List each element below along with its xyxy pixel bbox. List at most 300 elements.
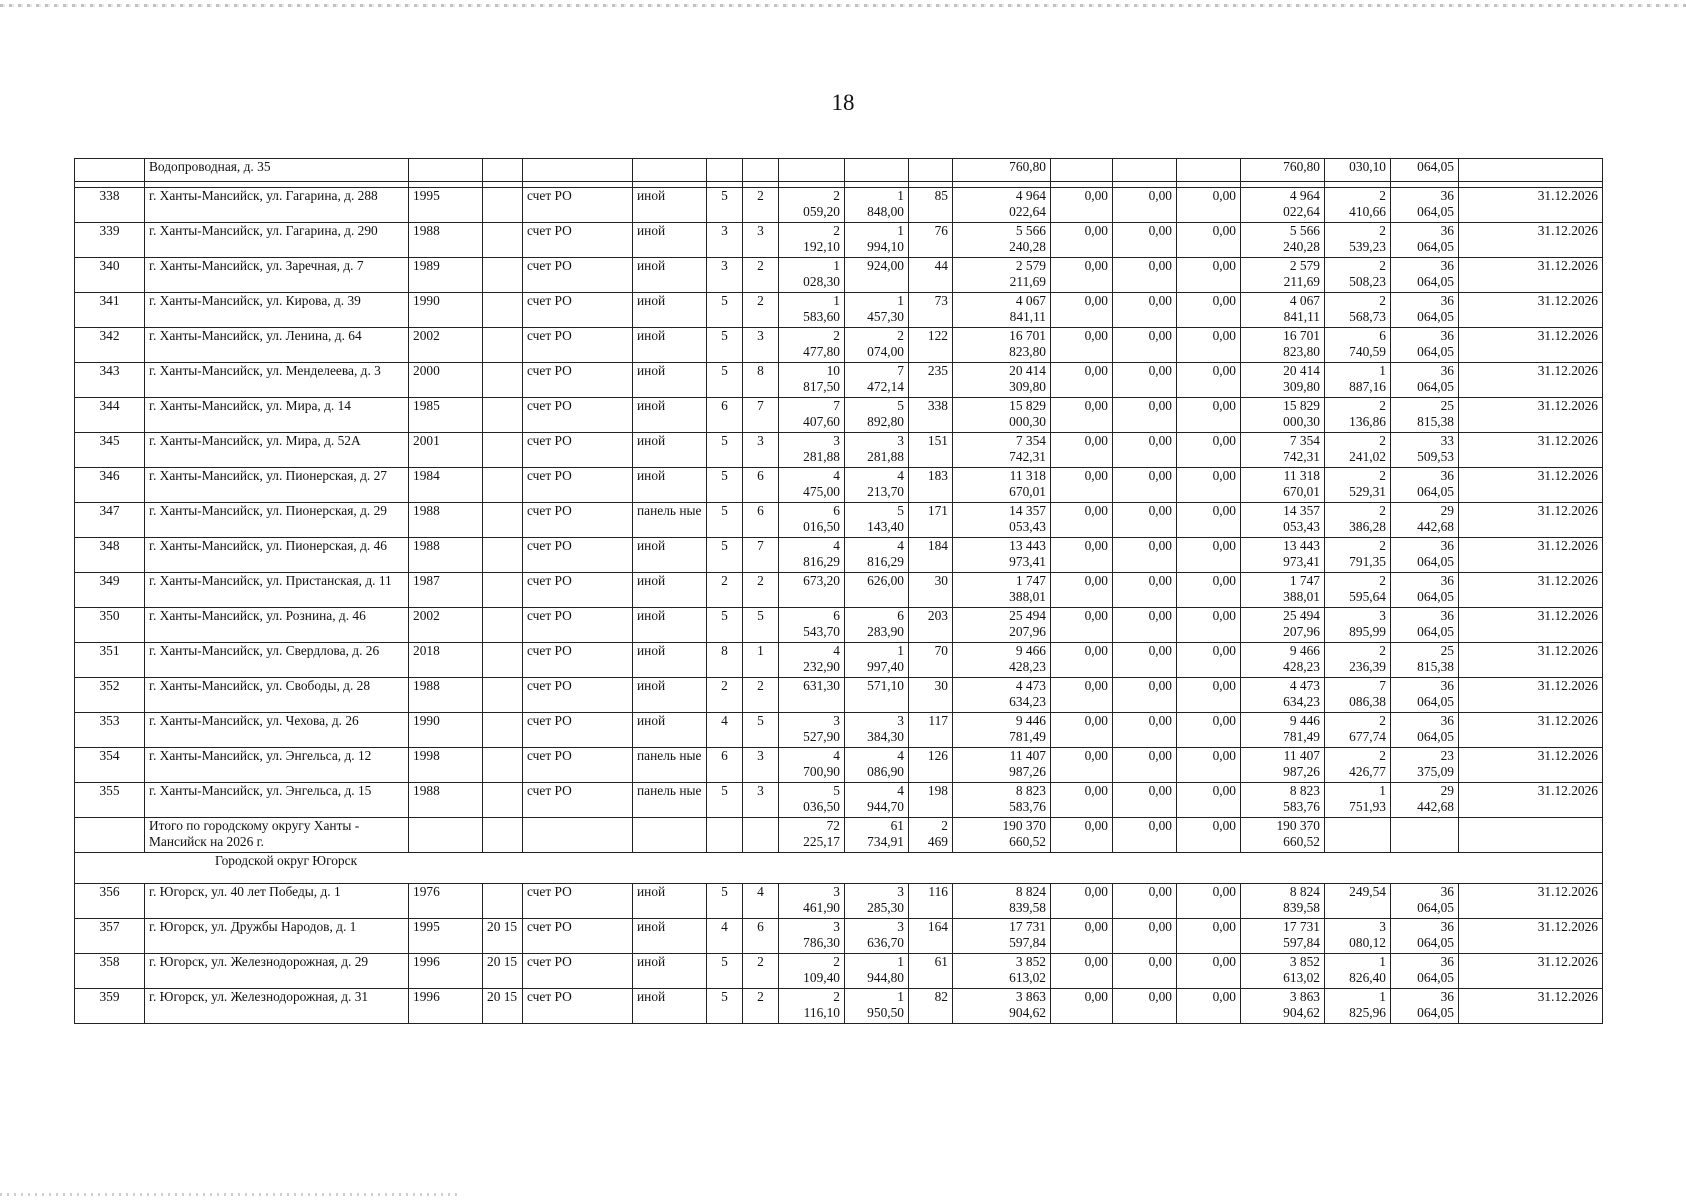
row-area-living [845, 328, 909, 363]
row-fund-2: 0,00 [1113, 573, 1177, 608]
row-total-line: 211,69 [1283, 274, 1320, 289]
row-date: 31.12.2026 [1459, 678, 1603, 713]
row-total [1241, 608, 1325, 643]
table-row [75, 713, 1603, 748]
row-address: г. Югорск, ул. Железнодорожная, д. 29 [145, 954, 409, 989]
row-limit-cost [1391, 884, 1459, 919]
row-area-living-line: 472,14 [867, 379, 904, 394]
table-row [75, 433, 1603, 468]
row-limit-cost [1391, 713, 1459, 748]
row-unit-cost-line: 7 [1379, 678, 1386, 693]
row-total-line: 781,49 [1283, 729, 1320, 744]
row-fund-2: 0,00 [1113, 678, 1177, 713]
row-fund-3: 0,00 [1177, 363, 1241, 398]
row-year: 1988 [409, 223, 483, 258]
row-total-line: 14 357 [1283, 503, 1320, 518]
row-fund-3: 0,00 [1177, 884, 1241, 919]
row-limit-cost-line: 36 [1440, 223, 1454, 238]
total-fund-3: 0,00 [1177, 818, 1241, 853]
row-limit-cost [1391, 954, 1459, 989]
row-fund-3: 0,00 [1177, 748, 1241, 783]
row-area-living-line: 5 [897, 503, 904, 518]
row-area-living-line: 1 [897, 188, 904, 203]
row-fund-2: 0,00 [1113, 884, 1177, 919]
total-sum-line: 190 370 [1276, 818, 1320, 833]
table-row [75, 608, 1603, 643]
row-year: 2001 [409, 433, 483, 468]
row-entrances: 4 [743, 884, 779, 919]
row-fund-2: 0,00 [1113, 538, 1177, 573]
row-cost [953, 643, 1051, 678]
row-method: счет РО [523, 328, 633, 363]
row-entrances: 5 [743, 608, 779, 643]
row-area-total-line: 477,80 [803, 344, 840, 359]
row-year: 1988 [409, 783, 483, 818]
row-year-2 [483, 258, 523, 293]
row-year-2 [483, 783, 523, 818]
table-body [75, 159, 1603, 1024]
row-year-2 [483, 223, 523, 258]
row-total-line: 16 701 [1283, 328, 1320, 343]
row-total-line: 022,64 [1283, 204, 1320, 219]
row-year-2 [483, 643, 523, 678]
row-walls: иной [633, 188, 707, 223]
row-total-line: 904,62 [1283, 1005, 1320, 1020]
row-unit-cost [1325, 919, 1391, 954]
row-area-total [779, 188, 845, 223]
row-cost-line: 8 824 [1015, 884, 1046, 899]
row-area-living-line: 3 [897, 884, 904, 899]
row-limit-cost-line: 064,05 [1417, 554, 1454, 569]
row-year-2 [483, 748, 523, 783]
row-unit-cost [1325, 293, 1391, 328]
row-cost-line: 613,02 [1009, 970, 1046, 985]
row-area-living-line: 1 [897, 954, 904, 969]
row-fund-3: 0,00 [1177, 188, 1241, 223]
row-entrances: 1 [743, 643, 779, 678]
row-limit-cost-line: 064,05 [1417, 239, 1454, 254]
row-date: 31.12.2026 [1459, 503, 1603, 538]
row-fund-3: 0,00 [1177, 783, 1241, 818]
row-method: счет РО [523, 884, 633, 919]
row-fund-3: 0,00 [1177, 608, 1241, 643]
row-fund-3: 0,00 [1177, 328, 1241, 363]
row-fund-3: 0,00 [1177, 989, 1241, 1024]
row-entrances: 3 [743, 748, 779, 783]
row-cost [953, 223, 1051, 258]
row-year: 2018 [409, 643, 483, 678]
row-cost-line: 25 494 [1009, 608, 1046, 623]
row-entrances: 7 [743, 538, 779, 573]
row-date: 31.12.2026 [1459, 919, 1603, 954]
row-year: 1976 [409, 884, 483, 919]
total-area-total-line: 225,17 [803, 834, 840, 849]
row-area-total-line: 786,30 [803, 935, 840, 950]
total-residents-line: 469 [927, 834, 948, 849]
row-area-total-line: 2 [833, 328, 840, 343]
row-residents: 338 [909, 398, 953, 433]
row-area-living [845, 433, 909, 468]
row-area-living-line: 3 [897, 433, 904, 448]
row-area-total-line: 1 [833, 293, 840, 308]
row-residents: 76 [909, 223, 953, 258]
row-unit-cost-line: 568,73 [1349, 309, 1386, 324]
row-limit-cost-line: 064,05 [1417, 1005, 1454, 1020]
row-area-total-line: 2 [833, 954, 840, 969]
row-cost [953, 884, 1051, 919]
row-area-living [845, 538, 909, 573]
row-unit-cost-line: 791,35 [1349, 554, 1386, 569]
table-row [75, 503, 1603, 538]
row-fund-3: 0,00 [1177, 468, 1241, 503]
row-limit-cost-line: 064,05 [1417, 624, 1454, 639]
row-unit-cost [1325, 258, 1391, 293]
table-row [75, 538, 1603, 573]
row-unit-cost-line: 887,16 [1349, 379, 1386, 394]
row-unit-cost-line: 1 [1379, 783, 1386, 798]
row-fund-2: 0,00 [1113, 713, 1177, 748]
row-fund-3: 0,00 [1177, 919, 1241, 954]
row-area-total [779, 989, 845, 1024]
row-address: г. Ханты-Мансийск, ул. Энгельса, д. 12 [145, 748, 409, 783]
row-limit-cost-line: 064,05 [1417, 970, 1454, 985]
total-label: Итого по городскому округу Ханты - Мансийск на 2026 г. [145, 818, 409, 853]
total-area-living-line: 61 [890, 818, 904, 833]
row-limit-cost-line: 36 [1440, 884, 1454, 899]
row-cost-line: 973,41 [1009, 554, 1046, 569]
row-total [1241, 884, 1325, 919]
row-area-total [779, 538, 845, 573]
row-limit-cost-line: 36 [1440, 608, 1454, 623]
row-fund-2: 0,00 [1113, 503, 1177, 538]
row-total [1241, 678, 1325, 713]
row-fund-2: 0,00 [1113, 258, 1177, 293]
row-area-living [845, 223, 909, 258]
row-fund-3: 0,00 [1177, 258, 1241, 293]
row-total-line: 20 414 [1283, 363, 1320, 378]
row-floors: 3 [707, 258, 743, 293]
row-limit-cost-line: 36 [1440, 573, 1454, 588]
row-area-living-line: 1 [897, 293, 904, 308]
row-area-total-line: 461,90 [803, 900, 840, 915]
row-total-line: 240,28 [1283, 239, 1320, 254]
table-row [75, 468, 1603, 503]
row-area-total [779, 954, 845, 989]
row-unit-cost-line: 2 [1379, 258, 1386, 273]
row-unit-cost-line: 677,74 [1349, 729, 1386, 744]
row-floors: 8 [707, 643, 743, 678]
row-area-living [845, 363, 909, 398]
row-area-living-line: 1 [897, 989, 904, 1004]
row-unit-cost-line: 2 [1379, 293, 1386, 308]
scan-noise-top [0, 4, 1686, 7]
row-area-living-line: 143,40 [867, 519, 904, 534]
row-limit-cost [1391, 989, 1459, 1024]
row-number: 338 [75, 188, 145, 223]
row-floors: 5 [707, 468, 743, 503]
row-number: 356 [75, 884, 145, 919]
row-floors: 5 [707, 608, 743, 643]
row-fund-1: 0,00 [1051, 258, 1113, 293]
row-area-living-line: 283,90 [867, 624, 904, 639]
row-floors: 2 [707, 573, 743, 608]
row-year-2 [483, 468, 523, 503]
row-number: 348 [75, 538, 145, 573]
row-residents: 184 [909, 538, 953, 573]
row-residents: 116 [909, 884, 953, 919]
carry-address: Водопроводная, д. 35 [145, 159, 409, 182]
row-cost-line: 309,80 [1009, 379, 1046, 394]
row-cost [953, 328, 1051, 363]
row-fund-2: 0,00 [1113, 398, 1177, 433]
row-unit-cost-line: 2 [1379, 433, 1386, 448]
row-unit-cost [1325, 433, 1391, 468]
row-year: 1988 [409, 538, 483, 573]
row-fund-2: 0,00 [1113, 223, 1177, 258]
row-fund-2: 0,00 [1113, 293, 1177, 328]
row-walls: иной [633, 293, 707, 328]
row-unit-cost-line: 410,66 [1349, 204, 1386, 219]
row-residents: 122 [909, 328, 953, 363]
row-fund-1: 0,00 [1051, 188, 1113, 223]
table-row [75, 398, 1603, 433]
row-number: 343 [75, 363, 145, 398]
row-fund-1: 0,00 [1051, 678, 1113, 713]
row-total-line: 9 446 [1289, 713, 1320, 728]
row-limit-cost [1391, 328, 1459, 363]
row-year: 2002 [409, 328, 483, 363]
row-date: 31.12.2026 [1459, 188, 1603, 223]
row-unit-cost-line: 825,96 [1349, 1005, 1386, 1020]
row-area-living-line: 626,00 [867, 573, 904, 588]
row-area-living [845, 608, 909, 643]
row-total [1241, 573, 1325, 608]
row-area-living-line: 5 [897, 398, 904, 413]
row-year-2 [483, 573, 523, 608]
table-row [75, 989, 1603, 1024]
row-unit-cost [1325, 608, 1391, 643]
row-area-total [779, 503, 845, 538]
row-address: г. Ханты-Мансийск, ул. Рознина, д. 46 [145, 608, 409, 643]
row-cost-line: 583,76 [1009, 799, 1046, 814]
row-area-living-line: 3 [897, 919, 904, 934]
row-cost-line: 7 354 [1015, 433, 1046, 448]
row-total-line: 3 863 [1289, 989, 1320, 1004]
row-date: 31.12.2026 [1459, 363, 1603, 398]
row-unit-cost [1325, 989, 1391, 1024]
row-limit-cost [1391, 503, 1459, 538]
row-area-total-line: 407,60 [803, 414, 840, 429]
row-area-total-line: 036,50 [803, 799, 840, 814]
row-residents: 61 [909, 954, 953, 989]
row-limit-cost-line: 064,05 [1417, 484, 1454, 499]
row-year-2 [483, 608, 523, 643]
row-entrances: 2 [743, 989, 779, 1024]
buildings-table [74, 158, 1603, 1024]
row-method: счет РО [523, 258, 633, 293]
row-area-total [779, 748, 845, 783]
carry-col17: 064,05 [1391, 159, 1459, 182]
row-address: г. Ханты-Мансийск, ул. Менделеева, д. 3 [145, 363, 409, 398]
row-floors: 2 [707, 678, 743, 713]
carry-col16: 030,10 [1325, 159, 1391, 182]
row-date: 31.12.2026 [1459, 258, 1603, 293]
row-total-line: 634,23 [1283, 694, 1320, 709]
row-total-line: 053,43 [1283, 519, 1320, 534]
row-fund-1: 0,00 [1051, 919, 1113, 954]
row-limit-cost-line: 064,05 [1417, 589, 1454, 604]
row-unit-cost [1325, 503, 1391, 538]
row-year-2: 20 15 [483, 954, 523, 989]
row-floors: 5 [707, 293, 743, 328]
row-floors: 5 [707, 954, 743, 989]
row-method: счет РО [523, 573, 633, 608]
row-walls: иной [633, 538, 707, 573]
row-cost-line: 987,26 [1009, 764, 1046, 779]
row-total [1241, 398, 1325, 433]
row-cost-line: 597,84 [1009, 935, 1046, 950]
row-residents: 44 [909, 258, 953, 293]
row-cost-line: 16 701 [1009, 328, 1046, 343]
row-unit-cost [1325, 748, 1391, 783]
row-floors: 5 [707, 188, 743, 223]
row-year-2 [483, 713, 523, 748]
table-row [75, 223, 1603, 258]
row-cost-line: 14 357 [1009, 503, 1046, 518]
row-method: счет РО [523, 678, 633, 713]
row-area-living-line: 285,30 [867, 900, 904, 915]
row-fund-1: 0,00 [1051, 538, 1113, 573]
row-limit-cost [1391, 223, 1459, 258]
row-area-total-line: 109,40 [803, 970, 840, 985]
row-number: 349 [75, 573, 145, 608]
row-year-2 [483, 363, 523, 398]
row-residents: 151 [909, 433, 953, 468]
row-method: счет РО [523, 398, 633, 433]
row-total [1241, 328, 1325, 363]
row-total [1241, 188, 1325, 223]
row-year: 1995 [409, 188, 483, 223]
row-total-line: 7 354 [1289, 433, 1320, 448]
row-cost-line: 4 964 [1015, 188, 1046, 203]
row-area-total-line: 3 [833, 433, 840, 448]
row-total [1241, 783, 1325, 818]
row-area-living-line: 4 [897, 538, 904, 553]
row-date: 31.12.2026 [1459, 989, 1603, 1024]
row-method: счет РО [523, 188, 633, 223]
total-empty [743, 818, 779, 853]
row-cost [953, 468, 1051, 503]
row-limit-cost [1391, 188, 1459, 223]
row-walls: иной [633, 989, 707, 1024]
row-unit-cost [1325, 468, 1391, 503]
row-fund-2: 0,00 [1113, 783, 1177, 818]
row-address: г. Ханты-Мансийск, ул. Свердлова, д. 26 [145, 643, 409, 678]
row-total [1241, 748, 1325, 783]
row-area-living [845, 258, 909, 293]
row-area-living-line: 4 [897, 783, 904, 798]
row-residents: 164 [909, 919, 953, 954]
row-floors: 5 [707, 783, 743, 818]
row-cost [953, 363, 1051, 398]
table-row [75, 884, 1603, 919]
row-cost-line: 11 407 [1009, 748, 1046, 763]
row-limit-cost-line: 064,05 [1417, 729, 1454, 744]
total-empty [707, 818, 743, 853]
row-area-total [779, 608, 845, 643]
row-area-total-line: 543,70 [803, 624, 840, 639]
row-area-living [845, 678, 909, 713]
row-number: 341 [75, 293, 145, 328]
row-address: г. Ханты-Мансийск, ул. Чехова, д. 26 [145, 713, 409, 748]
row-unit-cost-line: 1 [1379, 954, 1386, 969]
row-method: счет РО [523, 503, 633, 538]
row-area-total-line: 6 [833, 608, 840, 623]
row-area-living-line: 074,00 [867, 344, 904, 359]
row-year: 1989 [409, 258, 483, 293]
row-area-total-line: 6 [833, 503, 840, 518]
row-area-total-line: 817,50 [803, 379, 840, 394]
row-limit-cost-line: 36 [1440, 363, 1454, 378]
row-area-total-line: 116,10 [803, 1005, 840, 1020]
row-limit-cost-line: 25 [1440, 643, 1454, 658]
row-cost-line: 670,01 [1009, 484, 1046, 499]
table-row [75, 188, 1603, 223]
row-area-total-line: 1 [833, 258, 840, 273]
total-empty [523, 818, 633, 853]
row-area-living-line: 636,70 [867, 935, 904, 950]
row-walls: иной [633, 363, 707, 398]
row-address: г. Ханты-Мансийск, ул. Мира, д. 14 [145, 398, 409, 433]
row-area-living-line: 2 [897, 328, 904, 343]
row-number: 346 [75, 468, 145, 503]
row-cost [953, 538, 1051, 573]
row-total [1241, 713, 1325, 748]
total-empty [409, 818, 483, 853]
row-area-total [779, 573, 845, 608]
row-cost-line: 904,62 [1009, 1005, 1046, 1020]
row-entrances: 2 [743, 188, 779, 223]
row-cost-line: 9 446 [1015, 713, 1046, 728]
table-row [75, 783, 1603, 818]
row-method: счет РО [523, 433, 633, 468]
row-total-line: 388,01 [1283, 589, 1320, 604]
row-date: 31.12.2026 [1459, 468, 1603, 503]
row-date: 31.12.2026 [1459, 608, 1603, 643]
row-limit-cost-line: 23 [1440, 748, 1454, 763]
total-sum [1241, 818, 1325, 853]
row-number: 352 [75, 678, 145, 713]
row-date: 31.12.2026 [1459, 293, 1603, 328]
row-entrances: 6 [743, 468, 779, 503]
row-entrances: 6 [743, 919, 779, 954]
row-number: 351 [75, 643, 145, 678]
row-unit-cost [1325, 783, 1391, 818]
row-area-total-line: 700,90 [803, 764, 840, 779]
row-limit-cost-line: 442,68 [1417, 799, 1454, 814]
section-title: Городской округ Югорск [75, 853, 1603, 884]
row-area-living-line: 571,10 [867, 678, 904, 693]
row-cost [953, 713, 1051, 748]
row-area-living [845, 919, 909, 954]
row-cost-line: 839,58 [1009, 900, 1046, 915]
row-fund-1: 0,00 [1051, 884, 1113, 919]
row-area-total-line: 2 [833, 989, 840, 1004]
row-limit-cost-line: 064,05 [1417, 379, 1454, 394]
row-year: 1998 [409, 748, 483, 783]
total-empty [1459, 818, 1603, 853]
row-number: 359 [75, 989, 145, 1024]
